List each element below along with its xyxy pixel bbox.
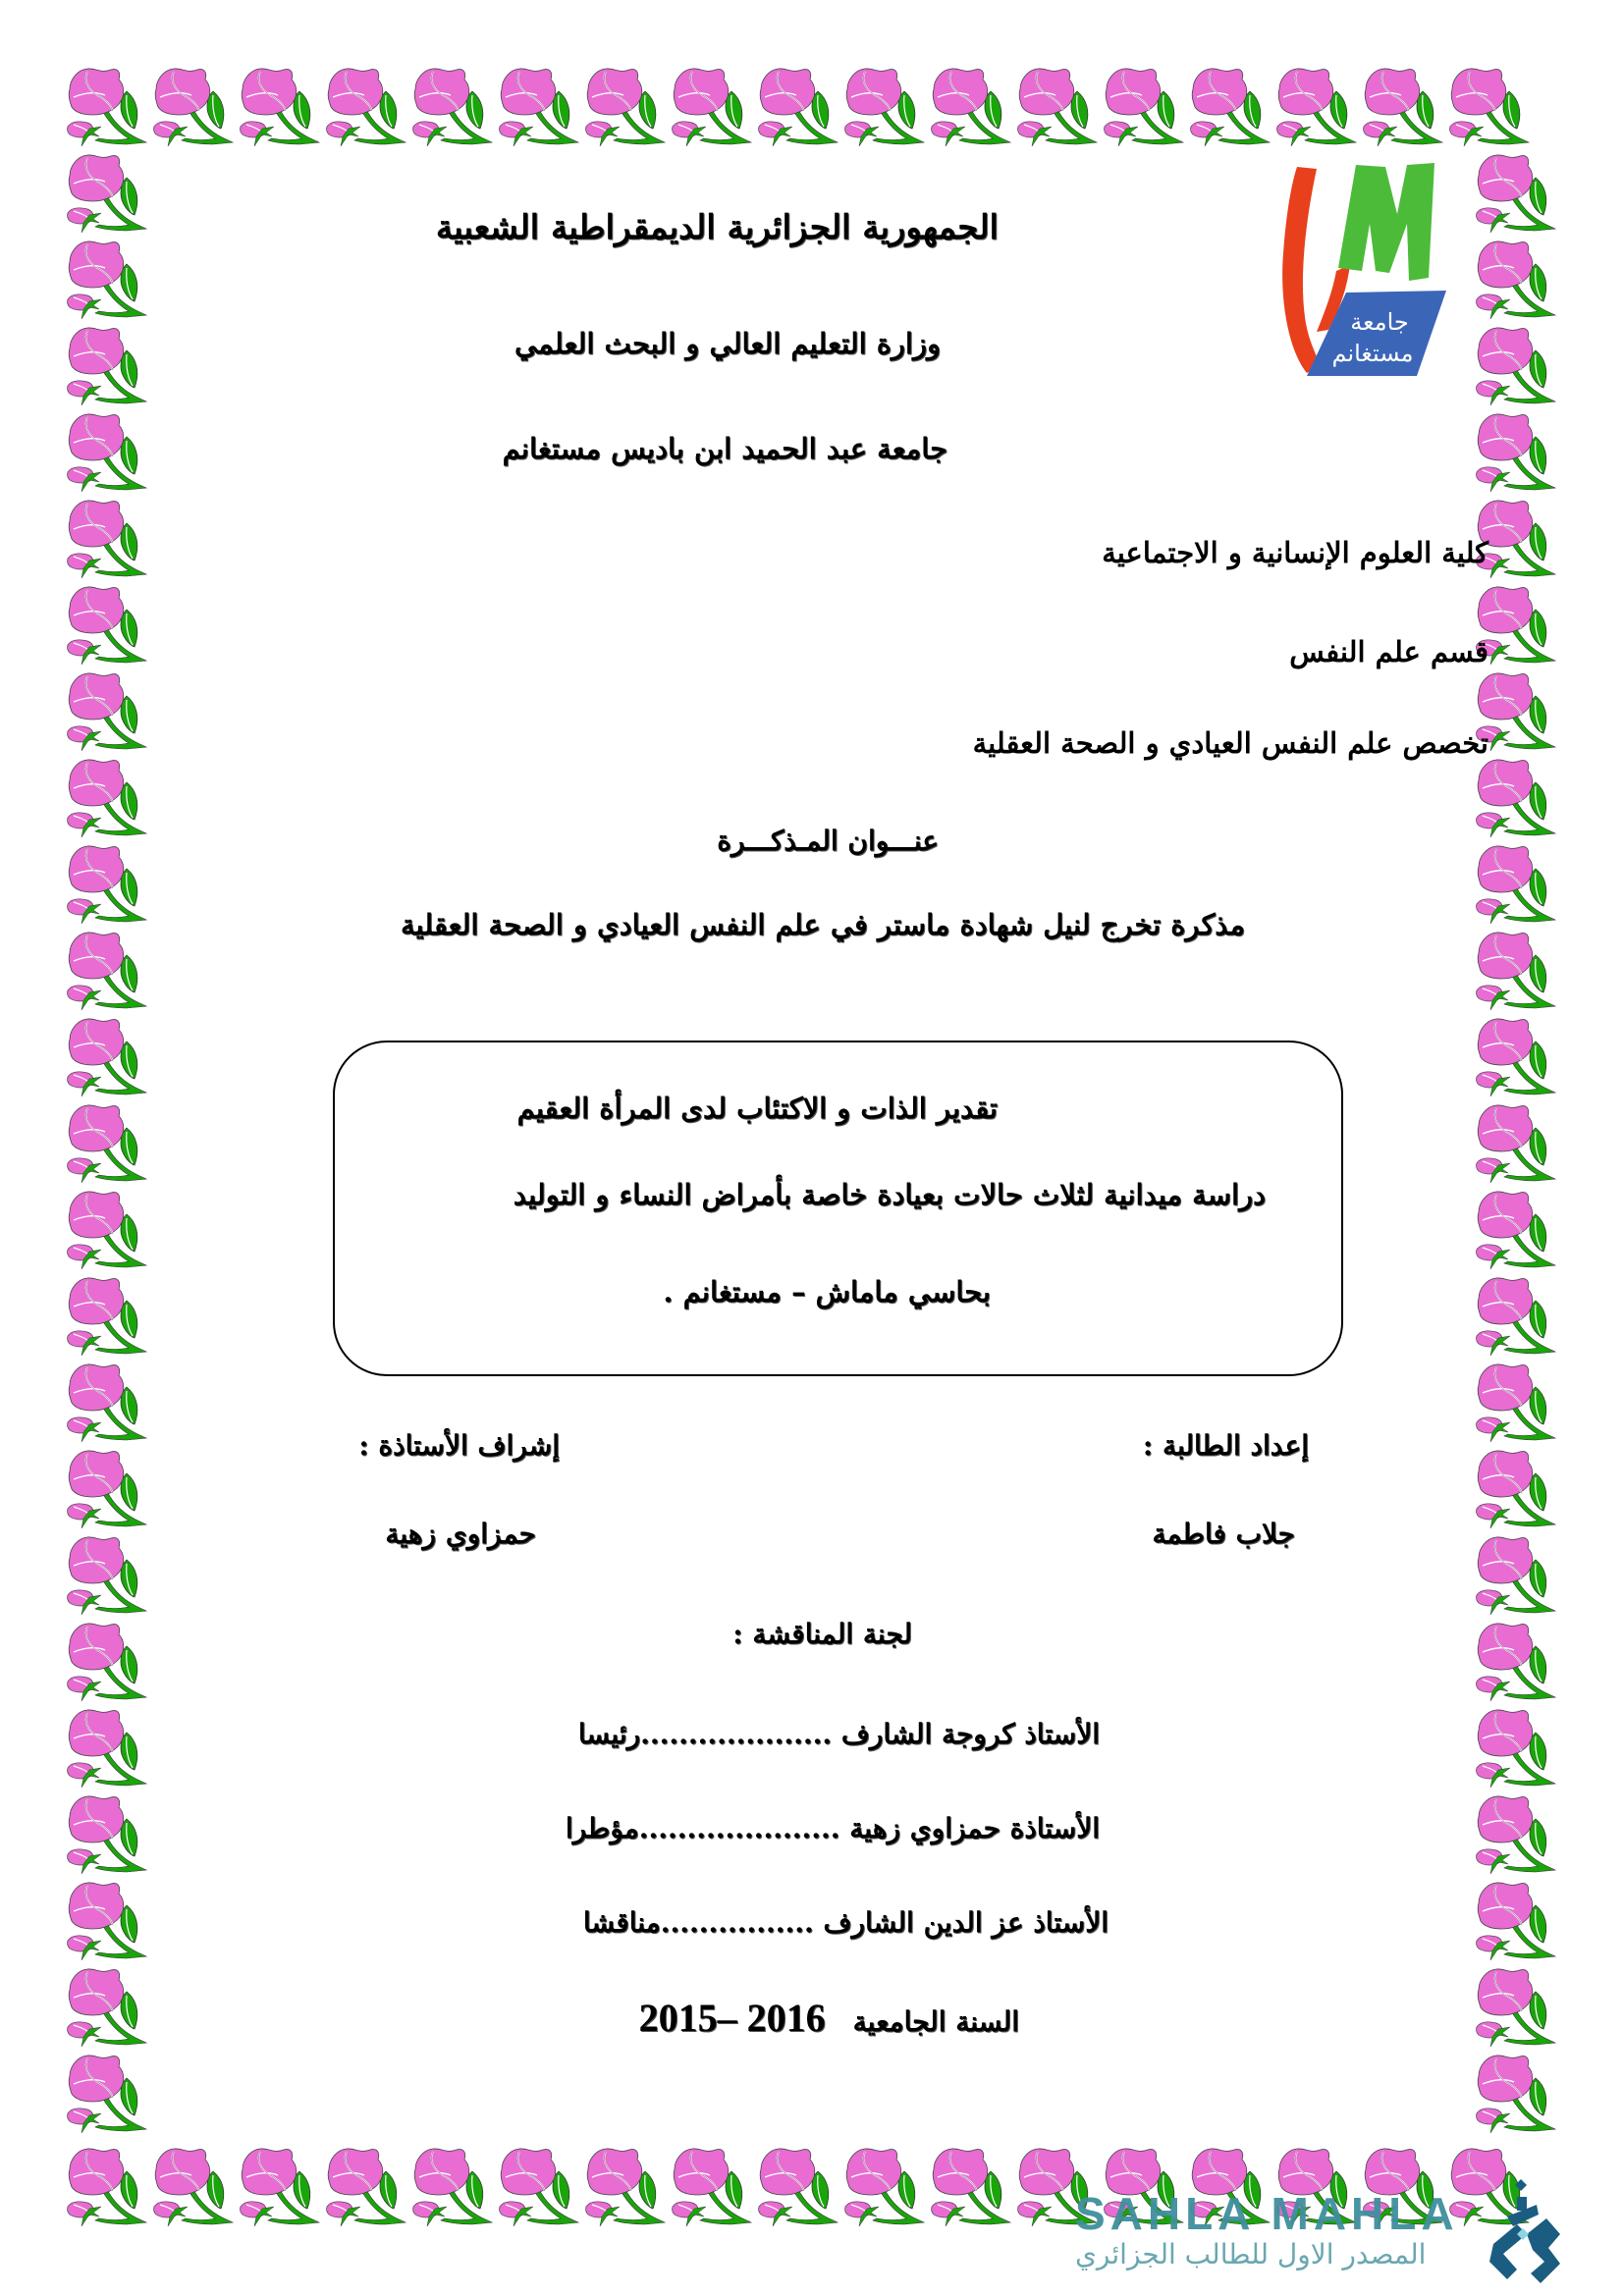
rose-border-left [66,152,152,2139]
rose-icon [66,843,152,930]
rose-border-tile [66,584,152,670]
rose-border-tile [1475,411,1561,498]
rose-border-tile [66,1534,152,1621]
student-name: جلاب فاطمة [1152,1518,1295,1550]
rose-border-tile [930,66,1016,152]
rose-icon [1475,152,1561,239]
rose-border-tile [584,2146,671,2232]
committee-member-president: الأستاذ كروجة الشارف ....................رئيسا [577,1718,1100,1750]
rose-icon [1475,1448,1561,1534]
committee-member-supervisor: الأستاذة حمزاوي زهية .....................مؤطرا [565,1812,1100,1844]
rose-border-tile [1362,66,1448,152]
rose-border-tile [1475,1448,1561,1534]
rose-border-tile [1275,66,1362,152]
rose-icon [1475,1362,1561,1448]
rose-border-tile [1475,1534,1561,1621]
rose-border-tile [66,843,152,930]
supervisor-label: إشراف الأستاذة : [358,1429,560,1462]
rose-icon [498,2146,584,2232]
rose-icon [66,1362,152,1448]
rose-icon [66,1016,152,1102]
rose-border-tile [66,2053,152,2139]
rose-icon [66,411,152,498]
rose-border-tile [1475,1102,1561,1189]
rose-icon [66,1707,152,1793]
rose-icon [1475,1880,1561,1966]
rose-border-tile [671,66,757,152]
rose-border-tile [1475,1880,1561,1966]
rose-icon [66,2146,152,2232]
rose-border-tile [66,498,152,584]
rose-icon [66,670,152,757]
rose-border-tile [843,66,930,152]
ministry-name: وزارة التعليم العالي و البحث العلمي [514,327,941,360]
rose-icon [757,2146,843,2232]
watermark-brand: SAHLA MAHLA [1075,2188,1459,2239]
rose-icon [66,1102,152,1189]
rose-icon [66,1189,152,1275]
rose-border-tile [66,1448,152,1534]
rose-border-tile [1475,1621,1561,1707]
rose-border-tile [1016,66,1103,152]
rose-border-tile [757,66,843,152]
rose-icon [584,2146,671,2232]
rose-icon [1475,930,1561,1016]
watermark-calligraphy-icon [1488,2175,1566,2293]
rose-border-tile [1103,66,1189,152]
specialty-name: تخصص علم النفس العيادي و الصحة العقلية [972,726,1488,760]
rose-border-tile [671,2146,757,2232]
thesis-title-box [333,1041,1343,1376]
academic-year-value: 2015– 2016 [638,1996,826,2040]
university-name: جامعة عبد الحميد ابن باديس مستغانم [502,432,947,465]
rose-border-tile [757,2146,843,2232]
rose-icon [66,325,152,411]
rose-icon [66,66,152,152]
rose-border-tile [930,2146,1016,2232]
rose-border-tile [66,930,152,1016]
rose-icon [1475,1016,1561,1102]
rose-border-tile [1475,757,1561,843]
rose-border-tile [1475,1966,1561,2053]
rose-border-tile [1475,1793,1561,1880]
rose-icon [1475,1966,1561,2053]
rose-icon [66,152,152,239]
republic-name: الجمهورية الجزائرية الديمقراطية الشعبية [435,208,999,247]
rose-border-tile [66,1016,152,1102]
rose-border-tile [152,66,239,152]
rose-icon [66,1534,152,1621]
rose-icon [1475,2053,1561,2139]
thesis-title: تقدير الذات و الاكتئاب لدى المرأة العقيم [516,1092,998,1125]
rose-border-tile [66,1621,152,1707]
rose-icon [930,66,1016,152]
rose-border-tile [66,757,152,843]
rose-border-tile [66,325,152,411]
rose-icon [66,930,152,1016]
rose-icon [757,66,843,152]
rose-border-tile [843,2146,930,2232]
rose-border-tile [66,152,152,239]
rose-icon [66,1880,152,1966]
thesis-location: بحاسي ماماش – مستغانم . [663,1275,991,1308]
rose-icon [152,66,239,152]
rose-border-tile [1448,66,1535,152]
memo-title-label: عنـــوان المـذكـــرة [717,825,939,857]
rose-icon [1475,1707,1561,1793]
rose-icon [1475,843,1561,930]
rose-icon [930,2146,1016,2232]
student-label: إعداد الطالبة : [1142,1429,1309,1462]
rose-icon [66,1966,152,2053]
rose-icon [1475,1275,1561,1362]
rose-icon [66,584,152,670]
rose-icon [66,1793,152,1880]
academic-year [639,1995,1019,2041]
rose-border-tile [498,2146,584,2232]
rose-border-tile [1475,152,1561,239]
rose-icon [66,757,152,843]
rose-icon [843,66,930,152]
supervisor-name: حمزاوي زهية [385,1518,536,1550]
faculty-name: كلية العلوم الإنسانية و الاجتماعية [1102,536,1488,569]
rose-icon [66,498,152,584]
rose-icon [1475,1189,1561,1275]
rose-icon [239,2146,325,2232]
watermark [1075,2187,1623,2295]
department-name: قسم علم النفس [1289,635,1488,668]
rose-icon [843,2146,930,2232]
rose-border-tile [66,239,152,325]
rose-border-tile [1475,325,1561,411]
rose-border-tile [66,1275,152,1362]
university-logo [1260,155,1451,391]
rose-icon [1189,66,1275,152]
rose-icon [66,2053,152,2139]
rose-icon [239,66,325,152]
rose-icon [498,66,584,152]
rose-icon [325,2146,411,2232]
rose-icon [66,239,152,325]
memo-degree: مذكرة تخرج لنيل شهادة ماستر في علم النفس العيادي و الصحة العقلية [400,908,1245,941]
rose-icon [1016,66,1103,152]
rose-border-tile [325,2146,411,2232]
rose-icon [325,66,411,152]
rose-border-tile [1475,1275,1561,1362]
rose-icon [1475,757,1561,843]
rose-icon [1475,1621,1561,1707]
rose-icon [671,66,757,152]
rose-border-tile [66,1793,152,1880]
committee-member-examiner: الأستاذ عز الدين الشارف ................مناقشا [582,1906,1109,1939]
rose-icon [1275,66,1362,152]
thesis-subtitle: دراسة ميدانية لثلاث حالات بعيادة خاصة بأمراض النساء و التوليد [513,1178,1266,1211]
rose-icon [411,66,498,152]
rose-icon [1475,1793,1561,1880]
rose-border-tile [66,66,152,152]
rose-border-tile [239,2146,325,2232]
rose-border-right [1475,152,1561,2139]
rose-border-tile [239,66,325,152]
rose-border-tile [411,66,498,152]
rose-icon [1475,239,1561,325]
rose-border-tile [1475,2053,1561,2139]
rose-icon [66,1621,152,1707]
rose-icon [66,1448,152,1534]
rose-icon [1103,66,1189,152]
rose-border-tile [1475,930,1561,1016]
rose-icon [1475,325,1561,411]
rose-border-tile [1475,1362,1561,1448]
rose-icon [671,2146,757,2232]
rose-border-tile [1475,1189,1561,1275]
rose-icon [1362,66,1448,152]
rose-icon [1475,1534,1561,1621]
rose-border-tile [411,2146,498,2232]
rose-icon [411,2146,498,2232]
rose-border-top [66,66,1535,152]
rose-icon [1475,411,1561,498]
watermark-tagline: المصدر الاول للطالب الجزائري [1075,2238,1427,2270]
rose-border-tile [66,2146,152,2232]
rose-border-tile [66,1189,152,1275]
rose-border-tile [66,1880,152,1966]
committee-label: لجنة المناقشة : [732,1618,912,1650]
rose-border-tile [584,66,671,152]
svg-text:مستغانم: مستغانم [1331,340,1414,367]
rose-border-tile [325,66,411,152]
rose-icon [152,2146,239,2232]
rose-icon [1448,66,1535,152]
rose-border-tile [1189,66,1275,152]
rose-border-tile [66,1102,152,1189]
rose-icon [66,1275,152,1362]
university-logo-icon [1260,155,1451,391]
academic-year-label: السنة الجامعية [852,2005,1019,2038]
rose-border-tile [66,1707,152,1793]
rose-icon [1475,1102,1561,1189]
rose-border-tile [66,411,152,498]
rose-border-tile [1475,1016,1561,1102]
rose-border-tile [66,670,152,757]
svg-text:جامعة: جامعة [1350,308,1409,336]
rose-border-tile [66,1362,152,1448]
rose-border-tile [66,1966,152,2053]
rose-icon [584,66,671,152]
rose-border-tile [1475,843,1561,930]
rose-border-tile [1475,239,1561,325]
rose-border-tile [498,66,584,152]
rose-border-tile [152,2146,239,2232]
rose-border-tile [1475,1707,1561,1793]
